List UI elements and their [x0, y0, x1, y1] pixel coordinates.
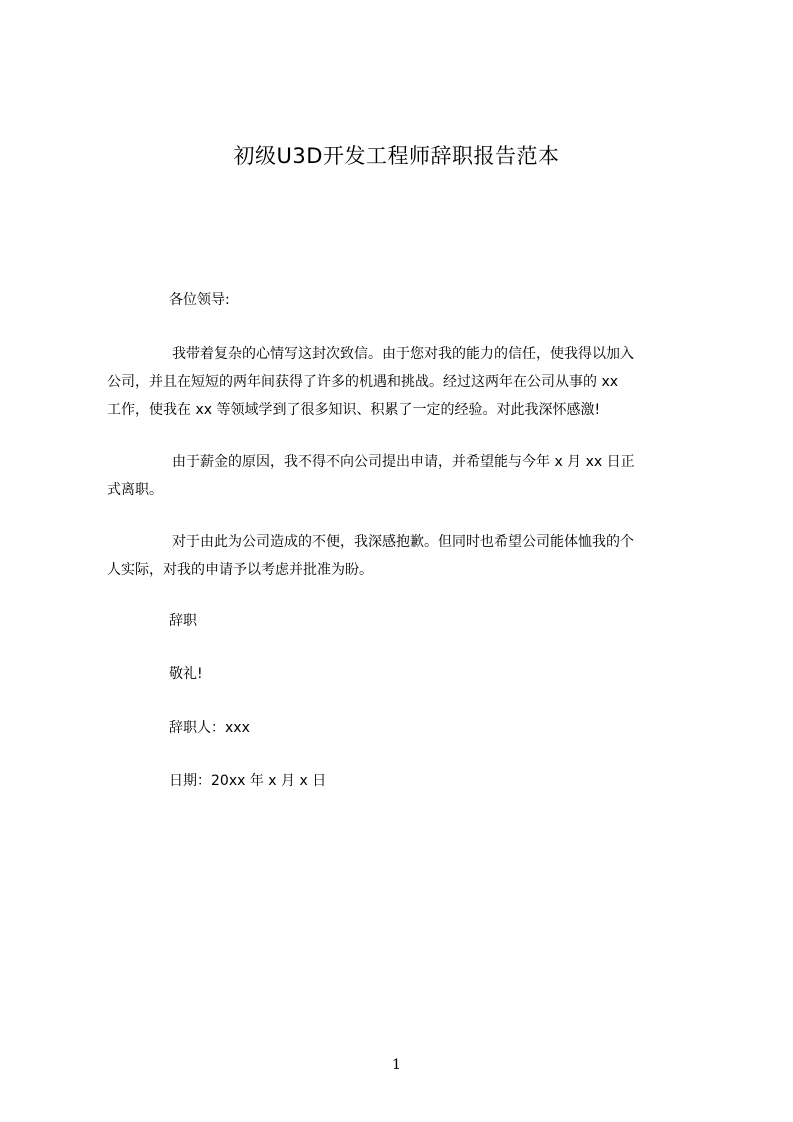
paragraph-2-line-2: 式离职。: [107, 482, 163, 498]
paragraph-2-line-1: 由于薪金的原因，我不得不向公司提出申请，并希望能与今年 x 月 xx 日正: [172, 454, 635, 470]
salutation: 各位领导:: [169, 292, 230, 308]
page-number: 1: [392, 1057, 401, 1073]
paragraph-3-line-1: 对于由此为公司造成的不便，我深感抱歉。但同时也希望公司能体恤我的个: [172, 534, 634, 550]
date-line: 日期：20xx 年 x 月 x 日: [169, 773, 327, 789]
paragraph-3-line-2: 人实际，对我的申请予以考虑并批准为盼。: [107, 562, 373, 578]
closing-salute: 敬礼!: [169, 666, 203, 682]
signer-line: 辞职人：xxx: [169, 720, 250, 736]
paragraph-1-line-1: 我带着复杂的心情写这封次致信。由于您对我的能力的信任，使我得以加入: [172, 346, 634, 362]
paragraph-1-line-3: 工作，使我在 xx 等领域学到了很多知识、积累了一定的经验。对此我深怀感激!: [107, 402, 601, 418]
document-title: 初级U3D开发工程师辞职报告范本: [233, 144, 560, 168]
closing-resignation: 辞职: [169, 613, 197, 629]
paragraph-1-line-2: 公司，并且在短短的两年间获得了许多的机遇和挑战。经过这两年在公司从事的 xx: [107, 374, 619, 390]
